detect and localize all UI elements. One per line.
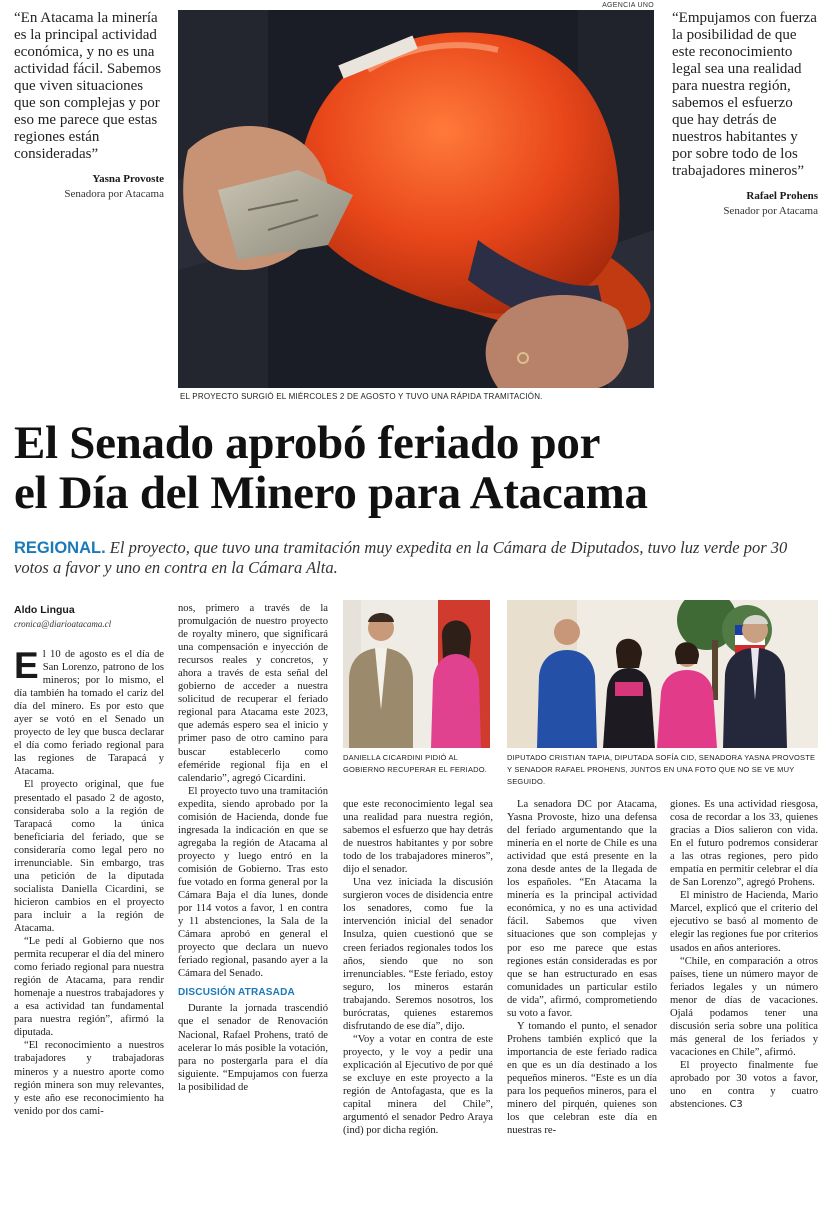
paragraph: giones. Es una actividad riesgosa, cosa de recordar a los 33, quienes gracias a Dios salieron con vida. En el futuro podremos considerar a las otras regiones, pero pido empatía en permitir celebrar el día de San Lorenzo”, agregó Prohens.: [670, 799, 818, 889]
hero-caption: EL PROYECTO SURGIÓ EL MIÉRCOLES 2 DE AGOSTO Y TUVO UNA RÁPIDA TRAMITACIÓN.: [180, 392, 543, 401]
pull-quote-role: Senador por Atacama: [723, 205, 818, 217]
hero-photo: [178, 10, 654, 388]
paragraph: [670, 1059, 818, 1111]
paragraph: “Chile, en comparación a otros países, tiene un número mayor de feriados legales y un número menor de días de vacaciones. Ojalá podamos tener una discusión seria sobre una política más general de los feriados y vacaciones en Chile”, afirmó.: [670, 955, 818, 1058]
paragraph: “El reconocimiento a nuestros trabajadores y trabajadoras mineros y a nuestro aporte como región minera son muy relevantes, y este año ese reconocimiento ha venido por dos cami-: [14, 1040, 164, 1117]
group-illustration: [507, 600, 818, 748]
paragraph: nos, primero a través de la promulgación de nuestro proyecto de royalty minero, que significará una compensación e inyección de recursos reales y concretos, y ahora a través de esta señal del gobierno de acceder a nuestra solicitud de recuperar el feriado regional para Atacama este 2023, que además espero sea el inicio y primer paso de otro camino para buscar establecerlo como efeméride regional fija en el calendario”, agregó Cicardini.: [178, 603, 328, 784]
article-column-4: [507, 798, 657, 1137]
paragraph: Durante la jornada trascendió que el senador de Renovación Nacional, Rafael Prohens, trató de acelerar lo más posible la votación, para no postergarla para el día siguiente. “Empujamos con fuerza la posibilidad de: [178, 1003, 328, 1093]
headline: [14, 418, 814, 518]
section-tag: REGIONAL.: [14, 539, 106, 557]
photo-group: [507, 600, 818, 748]
article-column-5: [670, 798, 818, 1111]
photo-2-caption: DIPUTADO CRISTIAN TAPIA, DIPUTADA SOFÍA CID, SENADORA YASNA PROVOSTE Y SENADOR RAFAEL PROHENS, JUNTOS EN UNA FOTO QUE NO SE VE MUY SEGUIDO.: [507, 753, 816, 786]
end-mark: C3: [729, 1099, 743, 1111]
pull-quote-left: [14, 10, 164, 200]
paragraph: El proyecto original, que fue presentado el pasado 2 de agosto, consideraba solo a la región de Tarapacá como la única beneficiaria del feriado, que se consideraría como legal pero no irrenunciable. Sin embargo, tras una petición de la diputada socialista Daniella Cicardini, se hicieron cambios en el proyecto para incluir a la región de Atacama.: [14, 779, 164, 934]
paragraph: Y tomando el punto, el senador Prohens también explicó que la importancia de este feriado radica en que es un día destinado a los pequeños mineros. “Este es un día para los pequeños mineros, para el minero del pirquén, quienes son los que celebran este día en nuestras re-: [507, 1020, 657, 1137]
photo-credit: AGENCIA UNO: [602, 2, 654, 9]
paragraph: El proyecto tuvo una tramitación expedita, siendo aprobado por la comisión de Hacienda, donde fue ingresada la indicación en que se agregaba la región de Atacama al proyecto y luego entró en la comisión de Gobierno. Tras esto fue votado en forma general por la Cámara Baja el día lunes, donde por 114 votos a favor, 1 en contra y 11 abstenciones, la Sala de la Cámara aprobó en general el proyecto que declara un nuevo feriado regional, pasando ayer a la Cámara del Senado.: [178, 785, 328, 980]
headline-line-2: el Día del Minero para Atacama: [14, 467, 648, 519]
pull-quote-role: Senadora por Atacama: [64, 188, 164, 200]
subhead: DISCUSIÓN ATRASADA: [178, 987, 295, 999]
article-column-2: [178, 602, 328, 1094]
byline: [14, 604, 164, 629]
author-name: Aldo Lingua: [14, 604, 75, 616]
author-email[interactable]: cronica@diarioatacama.cl: [14, 619, 112, 629]
paragraph: El ministro de Hacienda, Mario Marcel, explicó que el criterio del ejecutivo se basó al momento de elegir las regiones fue por criterios usados en años anteriores.: [670, 890, 818, 954]
article-column-1: [14, 645, 164, 1118]
photo-1-caption: DANIELLA CICARDINI PIDIÓ AL GOBIERNO RECUPERAR EL FERIADO.: [343, 753, 488, 774]
people-illustration: [343, 600, 490, 748]
helmet-illustration: [178, 10, 654, 388]
paragraph: “Le pedí al Gobierno que nos permita recuperar el día del minero como feriado regional para nuestra región de Atacama, para rendir homenaje a nuestros trabajadores y a esa actividad tan fundamental para nuestra región”, afirmó la diputada.: [14, 936, 164, 1039]
paragraph: que este reconocimiento legal sea una realidad para nuestra región, sabemos el esfuerzo que hay detrás de nuestros habitantes y por sobre todo de los trabajadores mineros”, dijo el senador.: [343, 799, 493, 876]
pull-quote-text: “Empujamos con fuerza la posibilidad de que este reconocimiento legal sea una realidad para nuestra región, sabemos el esfuerzo que hay detrás de nuestros habitantes y por sobre todo de los trabajadores mineros”: [672, 10, 817, 179]
photo-cicardini: [343, 600, 490, 748]
headline-line-1: El Senado aprobó feriado por: [14, 417, 601, 469]
pull-quote-text: “En Atacama la minería es la principal actividad económica, y no es una actividad fácil. Sabemos que viven situaciones que son complejas y por eso me parece que estas regiones están consideradas”: [14, 10, 162, 162]
pull-quote-name: Yasna Provoste: [92, 173, 164, 185]
pull-quote-right: [672, 10, 818, 217]
paragraph: La senadora DC por Atacama, Yasna Provoste, hizo una defensa del feriado argumentando que la minería en el norte de Chile es una actividad que está presente en la zona desde antes de la llegada de los españoles. “En Atacama la minería es la principal actividad económica, y no es una actividad fácil. Sabemos que viven situaciones que son complejas y por eso me parece que estas regiones están consideradas es por que se han estructurado en esas comunidades un particular estilo de vida”, afirmó, comprometiendo su voto a favor.: [507, 799, 657, 1019]
paragraph: l 10 de agosto es el día de San Lorenzo, patrono de los mineros; por lo mismo, el día también ha tomado el cariz del día del minero. Es por esto que ayer se votó en el Senado un proyecto de ley que busca declarar el día como feriado regional para las regiones de Tarapacá y Atacama.: [14, 649, 164, 778]
paragraph-text: El proyecto finalmente fue aprobado por 30 votos a favor, uno en contra y cuatro abstenciones.: [670, 1059, 818, 1111]
article-column-3: [343, 798, 493, 1137]
deck-text: El proyecto, que tuvo una tramitación muy expedita en la Cámara de Diputados, tuvo luz verde por 30 votos a favor y uno en contra en la Cámara Alta.: [14, 538, 788, 577]
paragraph: “Voy a votar en contra de este proyecto, y le voy a pedir una explicación al Ejecutivo de por qué se excluye en este proyecto a la región de Antofagasta, que es la capital minera del Chile”, argumentó el senador Pedro Araya (ind) por dicha región.: [343, 1033, 493, 1137]
drop-cap: E: [14, 645, 39, 686]
deck: [14, 538, 814, 578]
pull-quote-name: Rafael Prohens: [746, 190, 818, 202]
paragraph: Una vez iniciada la discusión surgieron voces de disidencia entre los senadores, como fue la intervención inicial del senador Insulza, quien cuestionó que se creen feriados regionales todos los años, siendo que no son irrenunciables. “Este feriado, estoy seguro, los mineros estarán trabajando. Seremos nosotros, los burócratas, quienes estaremos disfrutando de ese día”, dijo.: [343, 877, 493, 1032]
